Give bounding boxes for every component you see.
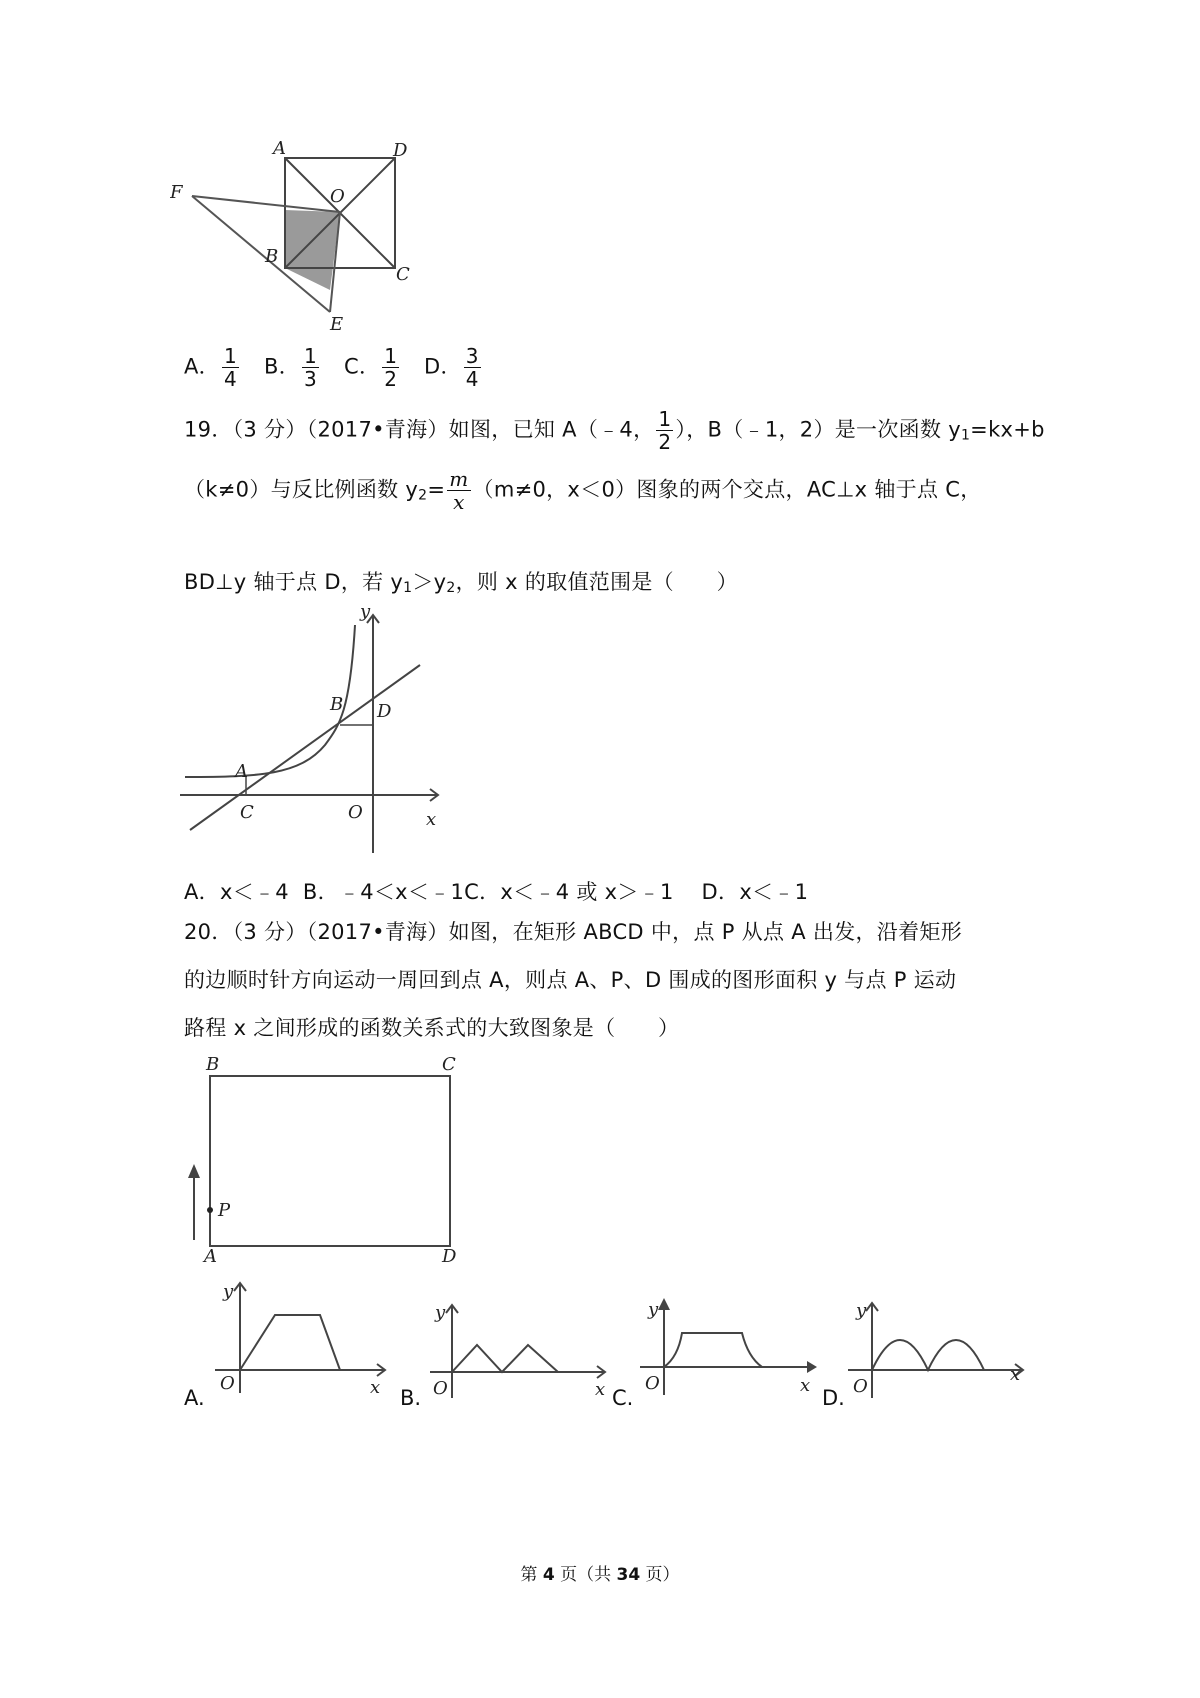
axis-label-x: x: [426, 809, 437, 830]
label-c: C: [240, 802, 254, 823]
linear-function-line: [190, 665, 420, 830]
page-footer: 第 4 页（共 34 页）: [520, 1565, 680, 1585]
axis-label-y: y: [435, 1302, 446, 1323]
axis-label-y: y: [223, 1281, 234, 1302]
q20-line-2: 的边顺时针方向运动一周回到点 A，则点 A、P、D 围成的图形面积 y 与点 P 运动: [184, 968, 957, 992]
q20-option-c-graph: [640, 1295, 820, 1400]
label-a: A: [235, 761, 248, 782]
label-p: P: [218, 1200, 231, 1221]
q18-option-c: C． $\frac{1}{2}$: [344, 344, 398, 391]
q20-option-a-label: A.: [184, 1386, 205, 1410]
label-b: B: [265, 246, 279, 267]
axis-label-x: x: [1010, 1364, 1021, 1385]
label-c: C: [442, 1054, 456, 1075]
axis-label-x: x: [800, 1375, 811, 1396]
graph-curve: [240, 1315, 340, 1370]
q20-option-b-graph: [430, 1300, 610, 1400]
y-axis-arrow: [658, 1298, 670, 1310]
page-number: 4: [542, 1565, 555, 1585]
segment-fo: [192, 196, 340, 212]
axis-label-y: y: [360, 605, 371, 622]
graph-curve: [872, 1340, 984, 1370]
q18-option-a: A． $\frac{1}{4}$: [184, 344, 237, 391]
rectangle-abcd: [210, 1076, 450, 1246]
axis-label-y: y: [856, 1300, 867, 1321]
graph-curve: [664, 1333, 762, 1367]
q18-figure: [170, 140, 440, 345]
axis-label-x: x: [370, 1377, 381, 1395]
q19-line-3: BD⊥y 轴于点 D，若 $y_1>y_2$，则 x 的取值范围是（ ）: [184, 570, 738, 596]
q19-options: A．x＜﹣4 B．﹣4＜x＜﹣1C．x＜﹣4 或 x＞﹣1 D．x＜﹣1: [184, 880, 809, 904]
q20-option-d-label: D.: [822, 1386, 845, 1410]
q20-line-1: 20．（3 分）（2017•青海）如图，在矩形 ABCD 中，点 P 从点 A 出发，沿着矩形: [184, 920, 963, 944]
q19-line-2: （k≠0）与反比例函数 $y_2=$ $\frac{m}{x}$ （m≠0，x＜0）图象的两个交点，AC⊥x 轴于点 C，: [184, 467, 982, 514]
point-p: [207, 1207, 213, 1213]
graph-curve: [452, 1345, 558, 1372]
arrow-up-icon: [188, 1164, 200, 1178]
q20-option-a-graph: [215, 1275, 390, 1395]
q18-options: [184, 345, 504, 390]
q20-rectangle-figure: [180, 1050, 470, 1265]
label-b: B: [330, 694, 344, 715]
axis-label-y: y: [648, 1299, 659, 1320]
q20-line-3: 路程 x 之间形成的函数关系式的大致图象是（ ）: [184, 1016, 680, 1040]
q19-figure: [180, 605, 440, 855]
axis-label-x: x: [595, 1379, 606, 1400]
label-d: D: [377, 701, 392, 722]
label-o: O: [348, 802, 363, 823]
q20-option-d-graph: [848, 1298, 1028, 1400]
x-axis-arrow: [807, 1361, 817, 1373]
q18-option-d: D． $\frac{3}{4}$: [424, 344, 479, 391]
origin-label: O: [433, 1378, 448, 1399]
q19-line-1: 19．（3 分）（2017•青海）如图，已知 A（﹣4， $\frac{1}{2}$ ），B（﹣1，2）是一次函数 $y_1=kx+b$: [184, 407, 1045, 454]
q20-option-b-label: B.: [400, 1386, 422, 1410]
page-total: 34: [616, 1565, 641, 1585]
origin-label: O: [853, 1376, 868, 1397]
label-a: A: [273, 140, 286, 159]
q20-option-c-label: C.: [612, 1386, 634, 1410]
label-c: C: [396, 264, 410, 285]
label-o: O: [330, 186, 345, 207]
label-f: F: [170, 182, 183, 203]
label-d: D: [393, 140, 408, 161]
label-b: B: [206, 1054, 220, 1075]
origin-label: O: [220, 1373, 235, 1394]
origin-label: O: [645, 1373, 660, 1394]
label-d: D: [442, 1246, 457, 1265]
label-e: E: [330, 314, 344, 335]
q18-option-b: B． $\frac{1}{3}$: [264, 344, 318, 391]
label-a: A: [204, 1246, 217, 1265]
